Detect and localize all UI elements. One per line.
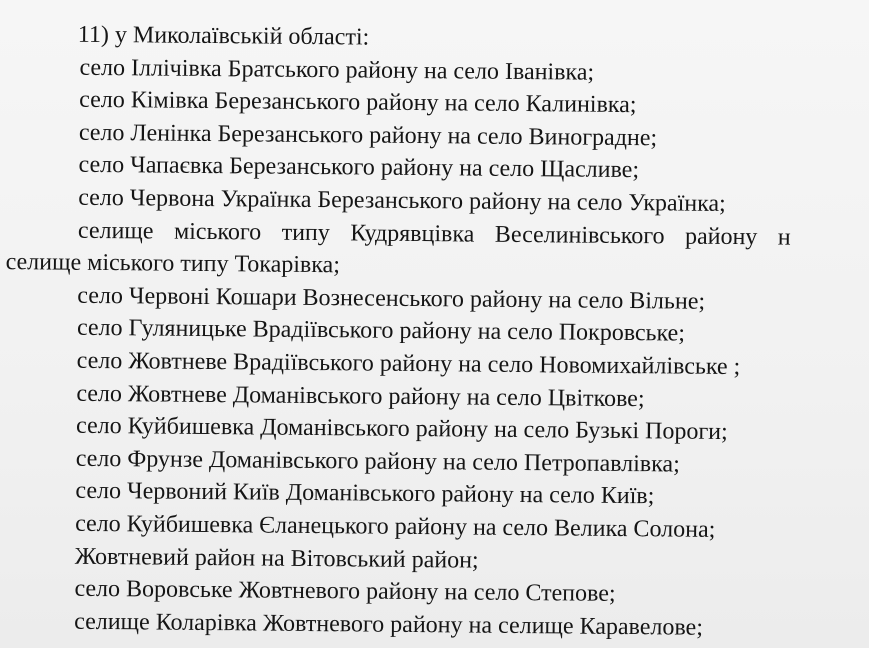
text-line: село Куйбишевка Доманівського району на село Бузькі Пороги; — [75, 412, 728, 446]
text-line: село Ленінка Березанського району на село Виноградне; — [78, 119, 658, 152]
text-line-continuation: селище міського типу Токарівка; — [5, 249, 341, 279]
text-line: село Чапаєвка Березанського району на село Щасливе; — [78, 152, 640, 184]
text-line: село Кімівка Березанського району на село Калинівка; — [79, 86, 637, 119]
text-line: Жовтневий район на Вітовський район; — [74, 543, 479, 574]
text-line: село Червона Українка Березанського району на село Українка; — [78, 184, 726, 217]
text-line: село Іллічівка Братського району на село Іванівка; — [79, 54, 595, 86]
text-line: село Воровське Жовтневого району на село Степове; — [74, 575, 616, 608]
text-line: селище міського типу Кудрявцівка Веселинівського району н — [77, 217, 791, 251]
text-line: село Фрунзе Доманівського району на село Петропавлівка; — [75, 445, 680, 478]
document-text — [0, 18, 869, 646]
text-line: село Куйбишевка Єланецького району на село Велика Солона; — [75, 510, 716, 543]
text-line: село Гуляницьке Врадіївського району на село Покровське; — [76, 315, 686, 347]
section-heading: 11) у Миколаївській області: — [77, 21, 370, 51]
text-line: село Жовтневе Врадіївського району на село Новомихайлівське ; — [76, 347, 741, 381]
text-line: селище Коларівка Жовтневого району на селище Каравелове; — [74, 608, 704, 641]
text-line: село Червоний Київ Доманівського району на село Київ; — [75, 478, 655, 510]
text-line: село Жовтневе Доманівського району на село Цвіткове; — [76, 380, 645, 412]
text-line: село Червоні Кошари Вознесенського району на село Вільне; — [77, 282, 706, 315]
